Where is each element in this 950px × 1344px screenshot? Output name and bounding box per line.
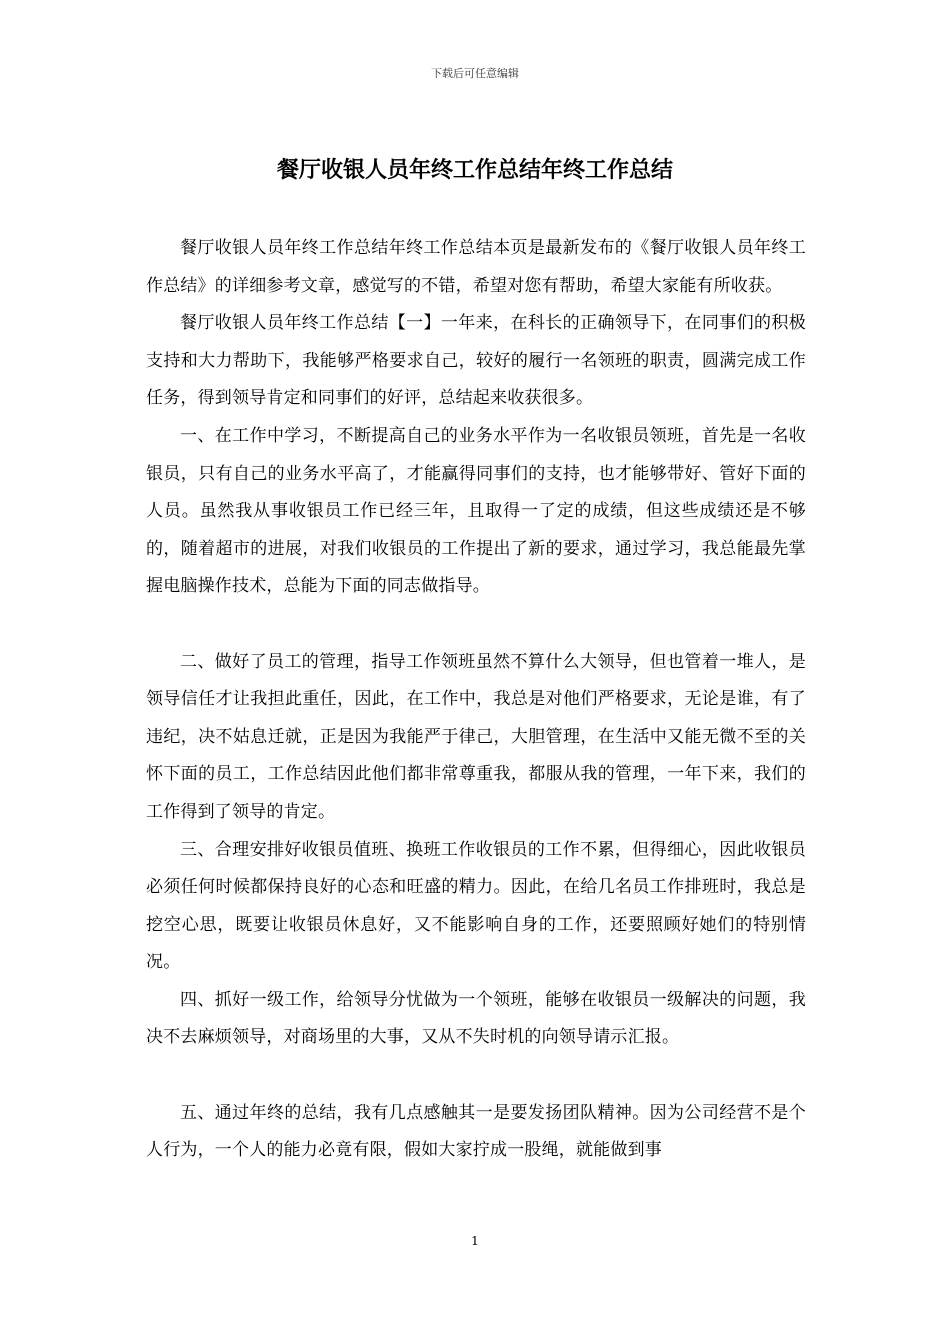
paragraph-intro: 餐厅收银人员年终工作总结年终工作总结本页是最新发布的《餐厅收银人员年终工作总结》的详细参考文章，感觉写的不错，希望对您有帮助，希望大家能有所收获。 xyxy=(146,238,806,296)
paragraph-point-two: 二、做好了员工的管理，指导工作领班虽然不算什么大领导，但也管着一堆人，是领导信任才让我担此重任，因此，在工作中，我总是对他们严格要求，无论是谁，有了违纪，决不姑息迁就，正是因为我能严于律己，大胆管理，在生活中又能无微不至的关怀下面的员工，工作总结因此他们都非常尊重我，都服从我的管理，一年下来，我们的工作得到了领导的肯定。 xyxy=(146,651,806,822)
paragraph-point-three: 三、合理安排好收银员值班、换班工作收银员的工作不累，但得细心，因此收银员必须任何时候都保持良好的心态和旺盛的精力。因此，在给几名员工作排班时，我总是挖空心思，既要让收银员休息好，又不能影响自身的工作，还要照顾好她们的特别情况。 xyxy=(146,839,806,973)
document-title: 餐厅收银人员年终工作总结年终工作总结 xyxy=(276,157,673,183)
header-note: 下载后可任意编辑 xyxy=(431,67,519,80)
paragraph-point-four: 四、抓好一级工作，给领导分忧做为一个领班，能够在收银员一级解决的问题，我决不去麻烦领导，对商场里的大事，又从不失时机的向领导请示汇报。 xyxy=(146,989,806,1048)
document-body xyxy=(146,230,806,1170)
paragraph-point-one: 一、在工作中学习，不断提高自己的业务水平作为一名收银员领班，首先是一名收银员，只有自己的业务水平高了，才能赢得同事们的支持，也才能够带好、管好下面的人员。虽然我从事收银员工作已经三年，且取得一了定的成绩，但这些成绩还是不够的，随着超市的进展，对我们收银员的工作提出了新的要求，通过学习，我总能最先掌握电脑操作技术，总能为下面的同志做指导。 xyxy=(146,425,806,597)
page-number: 1 xyxy=(471,1234,479,1248)
paragraph-point-five: 五、通过年终的总结，我有几点感触其一是要发扬团队精神。因为公司经营不是个人行为，一个人的能力必竟有限，假如大家拧成一股绳，就能做到事 xyxy=(146,1102,806,1161)
paragraph-part-one: 餐厅收银人员年终工作总结【一】一年来，在科长的正确领导下，在同事们的积极支持和大力帮助下，我能够严格要求自己，较好的履行一名领班的职责，圆满完成工作任务，得到领导肯定和同事们的好评，总结起来收获很多。 xyxy=(146,313,806,409)
